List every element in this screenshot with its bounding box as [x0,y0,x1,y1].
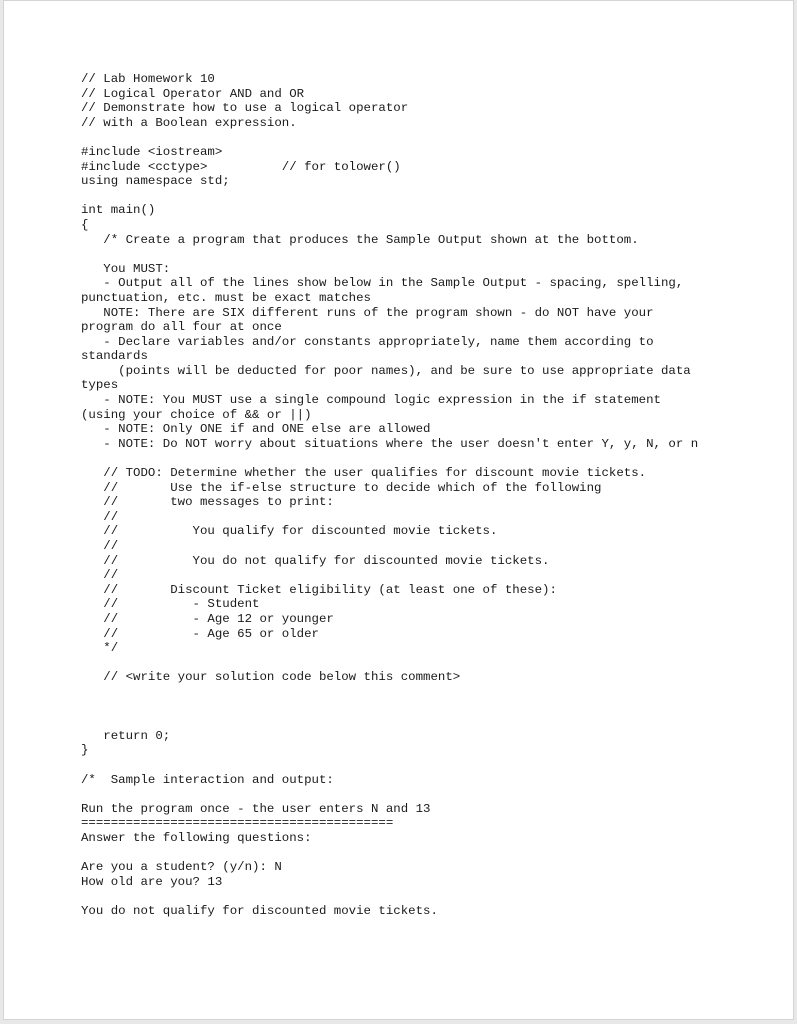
code-line: - NOTE: Only ONE if and ONE else are allowed [81,422,431,437]
code-line: How old are you? 13 [81,874,223,889]
code-line: NOTE: There are SIX different runs of the program shown - do NOT have your [81,305,654,320]
code-line [81,656,698,671]
code-line: using namespace std; [81,174,230,189]
code-line: return 0; [81,728,171,743]
code-line: // Demonstrate how to use a logical operator [81,101,409,116]
code-line: standards [81,349,148,364]
code-line: program do all four at once [81,320,282,335]
code-line [81,189,698,204]
code-line: You MUST: [81,261,171,276]
code-line: int main() [81,203,156,218]
code-line: You do not qualify for discounted movie tickets. [81,903,438,918]
code-line: // [81,509,119,524]
code-line: { [81,217,89,232]
code-line: /* Sample interaction and output: [81,772,334,787]
code-line: ========================================== [81,816,394,831]
code-line: // - Age 12 or younger [81,611,334,626]
code-line [81,714,698,729]
code-line: // Logical Operator AND and OR [81,86,305,101]
code-line: // TODO: Determine whether the user qualifies for discount movie tickets. [81,466,647,481]
code-line [81,247,698,262]
code-line: // You qualify for discounted movie tickets. [81,524,498,539]
code-line: - NOTE: You MUST use a single compound logic expression in the if statement [81,393,661,408]
code-line [81,685,698,700]
code-line: #include <cctype> // for tolower() [81,159,401,174]
code-line: // with a Boolean expression. [81,115,297,130]
code-line: // - Student [81,597,260,612]
code-line: // [81,539,119,553]
code-line: (points will be deducted for poor names), and be sure to use appropriate data [81,363,691,378]
code-line: } [81,743,89,758]
code-line: // Lab Homework 10 [81,72,215,86]
code-line: // Use the if-else structure to decide which of the following [81,480,602,495]
code-line [81,700,698,715]
code-listing [81,72,698,918]
code-line: // [81,568,119,583]
code-line: // - Age 65 or older [81,626,319,641]
code-line: - Declare variables and/or constants appropriately, name them according to [81,334,654,349]
code-line: Are you a student? (y/n): N [81,860,282,875]
code-line: // Discount Ticket eligibility (at least one of these): [81,582,557,597]
document-page [3,0,794,1020]
code-line: */ [81,641,119,656]
code-line: Answer the following questions: [81,830,312,845]
code-line: (using your choice of && or ||) [81,407,312,422]
code-line [81,758,698,773]
code-line: // You do not qualify for discounted movie tickets. [81,553,550,568]
code-line [81,889,698,904]
code-line: - NOTE: Do NOT worry about situations where the user doesn't enter Y, y, N, or n [81,436,699,451]
code-line: Run the program once - the user enters N and 13 [81,801,431,816]
code-line [81,130,698,145]
code-line [81,845,698,860]
code-line: // <write your solution code below this comment> [81,670,461,685]
code-line [81,451,698,466]
code-line: punctuation, etc. must be exact matches [81,290,371,305]
code-line: #include <iostream> [81,144,223,159]
code-line: /* Create a program that produces the Sample Output shown at the bottom. [81,232,639,247]
code-line: types [81,378,119,393]
code-line [81,787,698,802]
code-line: - Output all of the lines show below in the Sample Output - spacing, spelling, [81,276,684,291]
code-line: // two messages to print: [81,495,334,510]
